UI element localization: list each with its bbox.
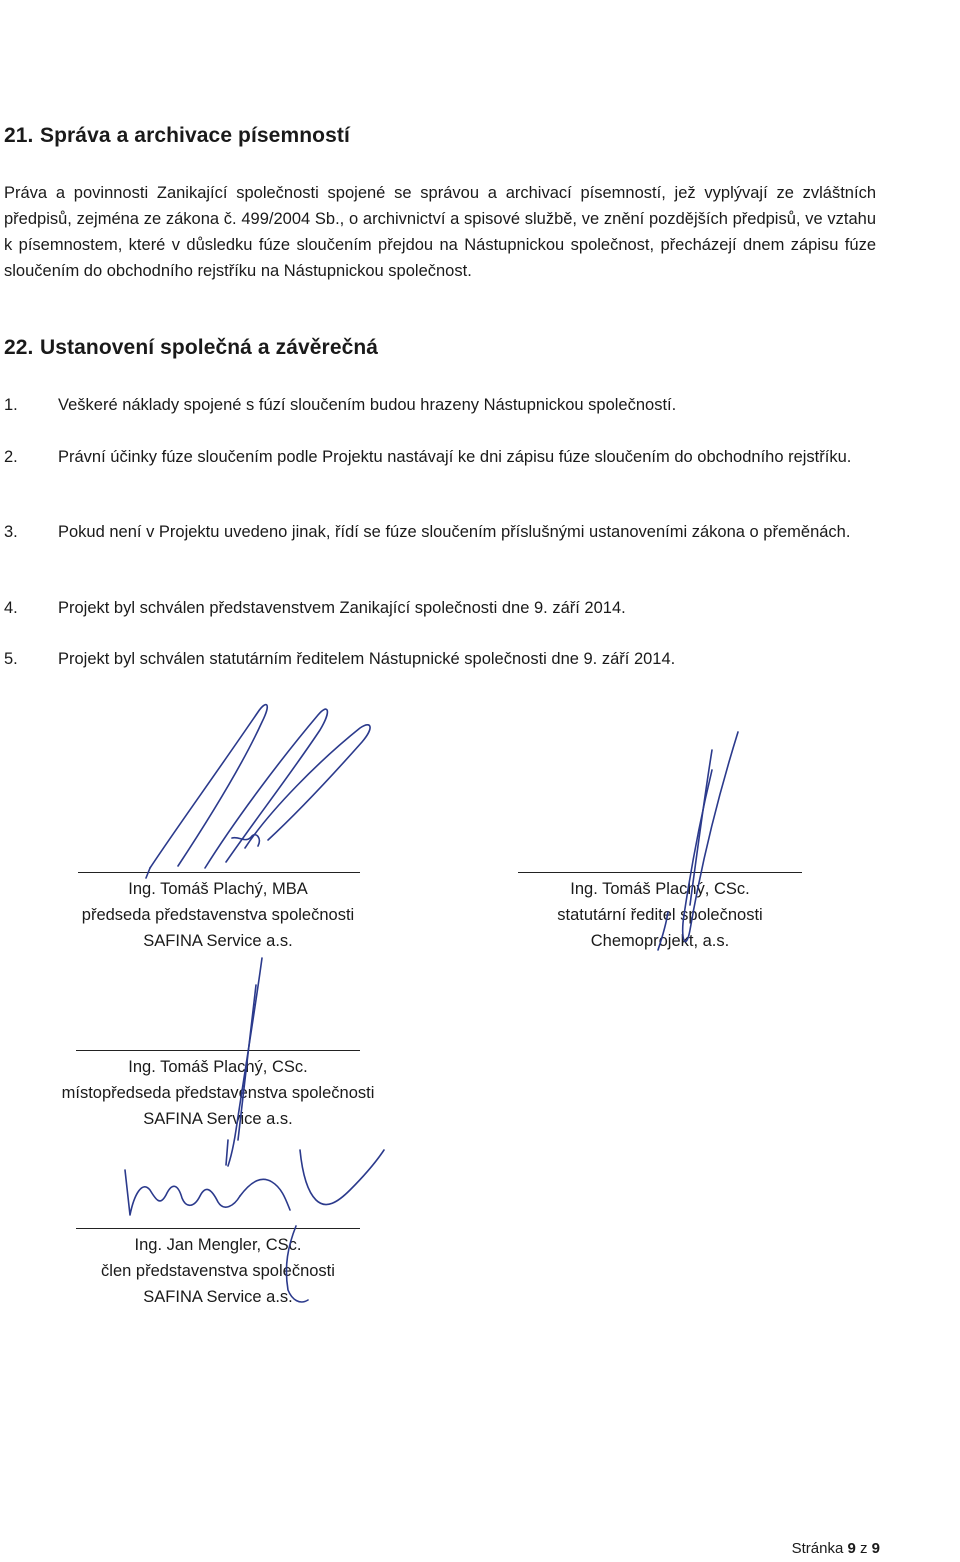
list-item-text: Pokud není v Projektu uvedeno jinak, řídí se fúze sloučením příslušnými ustanoveními zákona o přeměnách. xyxy=(58,523,851,541)
list-item-text: Projekt byl schválen představenstvem Zanikající společnosti dne 9. září 2014. xyxy=(58,599,626,617)
signatory-company: Chemoprojekt, a.s. xyxy=(590,932,730,950)
signatory-role: místopředseda představenstva společnosti xyxy=(61,1084,375,1102)
list-item-text: Veškeré náklady spojené s fúzí sloučením budou hrazeny Nástupnickou společností. xyxy=(58,396,677,414)
signatory-company: SAFINA Service a.s. xyxy=(143,1288,293,1306)
footer-page-number: 9 xyxy=(847,1540,856,1557)
footer-separator: z xyxy=(859,1540,868,1557)
list-item-number: 2. xyxy=(4,448,18,466)
section-22-number: 22. xyxy=(4,336,34,359)
signatory-role: statutární ředitel společnosti xyxy=(557,906,763,924)
list-item-number: 3. xyxy=(4,523,18,541)
footer-page-total: 9 xyxy=(871,1540,880,1557)
signatory-name: Ing. Tomáš Plachý, CSc. xyxy=(128,1058,308,1076)
list-item-text: Projekt byl schválen statutárním ředitelem Nástupnické společnosti dne 9. září 2014. xyxy=(58,650,676,668)
list-item-number: 4. xyxy=(4,599,18,617)
section-21-paragraph: Práva a povinnosti Zanikající společnosti spojené se správou a archivací písemností, jež vyplývají ze zvláštních předpisů, zejména ze zákona č. 499/2004 Sb., o archivnictví a spisové službě, ve znění pozdějších předpisů, ve vztahu k písemnostem, které v důsledku fúze sloučením přejdou na Nástupnickou společnost, přecházejí dnem zápisu fúze sloučením do obchodního rejstříku na Nástupnickou společnost. xyxy=(4,184,876,280)
section-22-title: Ustanovení společná a závěrečná xyxy=(40,336,379,359)
signatory-name: Ing. Tomáš Plachý, MBA xyxy=(128,880,308,898)
list-item-number: 5. xyxy=(4,650,18,668)
footer-label: Stránka xyxy=(791,1540,844,1557)
page-footer xyxy=(792,1540,880,1557)
signatory-name: Ing. Tomáš Plachý, CSc. xyxy=(570,880,750,898)
list-item-number: 1. xyxy=(4,396,18,414)
signatory-company: SAFINA Service a.s. xyxy=(143,932,293,950)
list-item-text: Právní účinky fúze sloučením podle Projektu nastávají ke dni zápisu fúze sloučením do obchodního rejstříku. xyxy=(58,448,852,466)
signatory-company: SAFINA Service a.s. xyxy=(143,1110,293,1128)
section-21-number: 21. xyxy=(4,124,34,147)
section-21-title: Správa a archivace písemností xyxy=(40,124,350,147)
signatory-name: Ing. Jan Mengler, CSc. xyxy=(134,1236,302,1254)
signatory-role: člen představenstva společnosti xyxy=(101,1262,335,1280)
signatory-role: předseda představenstva společnosti xyxy=(81,906,355,924)
